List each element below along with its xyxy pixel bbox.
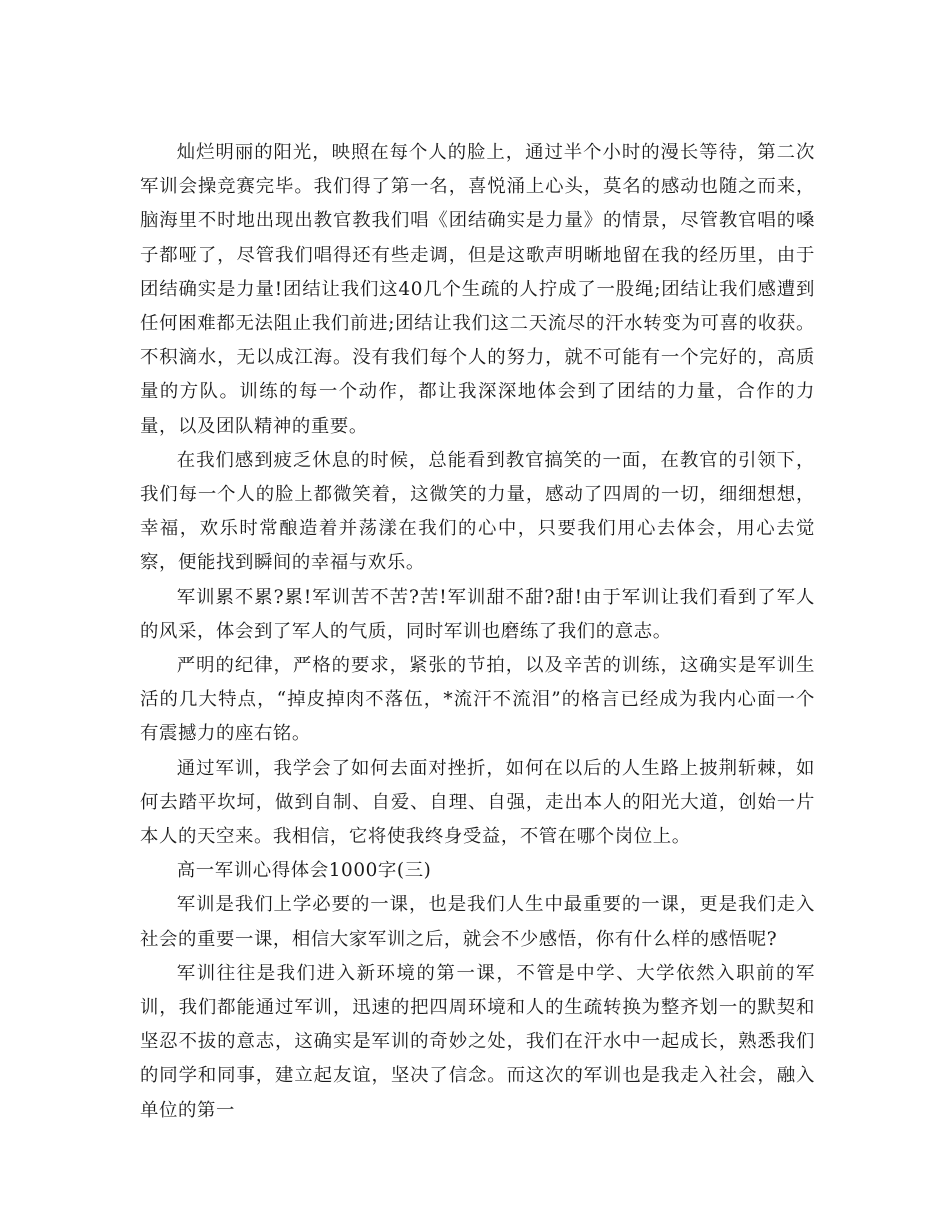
section-heading: 高一军训心得体会1000字(三)	[176, 860, 432, 882]
paragraph-discipline: 严明的纪律，严格的要求，紧张的节拍，以及辛苦的训练，这确实是军训生活的几大特点，“掉皮掉肉不落伍，*流汗不流泪”的格言已经成为我内心面一个有震撼力的座右铭。	[140, 655, 815, 745]
paragraph-new-environment: 军训往往是我们进入新环境的第一课，不管是中学、大学依然入职前的军训，我们都能通过军训，迅速的把四周环境和人的生疏转换为整齐划一的默契和坚忍不拔的意志，这确实是军训的奇妙之处，我们在汗水中一起成长，熟悉我们的同学和同事，建立起友谊，坚决了信念。而这次的军训也是我走入社会，融入单位的第一	[140, 962, 815, 1121]
paragraph-unity: 灿烂明丽的阳光，映照在每个人的脸上，通过半个小时的漫长等待，第二次军训会操竞赛完毕。我们得了第一名，喜悦涌上心头，莫名的感动也随之而来，脑海里不时地出现出教官教我们唱《团结确实是力量》的情景，尽管教官唱的嗓子都哑了，尽管我们唱得还有些走调，但是这歌声明晰地留在我的经历里，由于团结确实是力量!团结让我们这40几个生疏的人拧成了一股绳;团结让我们感遭到任何困难都无法阻止我们前进;团结让我们这二天流尽的汗水转变为可喜的收获。不积滴水，无以成江海。没有我们每个人的努力，就不可能有一个完好的，高质量的方队。训练的每一个动作，都让我深深地体会到了团结的力量，合作的力量，以及团队精神的重要。	[140, 142, 815, 437]
paragraph-first-lesson: 军训是我们上学必要的一课，也是我们人生中最重要的一课，更是我们走入社会的重要一课，相信大家军训之后，就会不少感悟，你有什么样的感悟呢?	[140, 894, 815, 950]
paragraph-lessons: 通过军训，我学会了如何去面对挫折，如何在以后的人生路上披荆斩棘，如何去踏平坎坷，做到自制、自爱、自理、自强，走出本人的阳光大道，创始一片本人的天空来。我相信，它将使我终身受益，不管在哪个岗位上。	[140, 757, 815, 848]
paragraph-instructor-smile: 在我们感到疲乏休息的时候，总能看到教官搞笑的一面，在教官的引领下，我们每一个人的脸上都微笑着，这微笑的力量，感动了四周的一切，细细想想，幸福，欢乐时常酿造着并荡漾在我们的心中，只要我们用心去体会，用心去觉察，便能找到瞬间的幸福与欢乐。	[140, 449, 815, 574]
document-body	[140, 136, 815, 1128]
paragraph-tired-bitter-sweet: 军训累不累?累!军训苦不苦?苦!军训甜不甜?甜!由于军训让我们看到了军人的风采，体会到了军人的气质，同时军训也磨练了我们的意志。	[140, 586, 815, 642]
